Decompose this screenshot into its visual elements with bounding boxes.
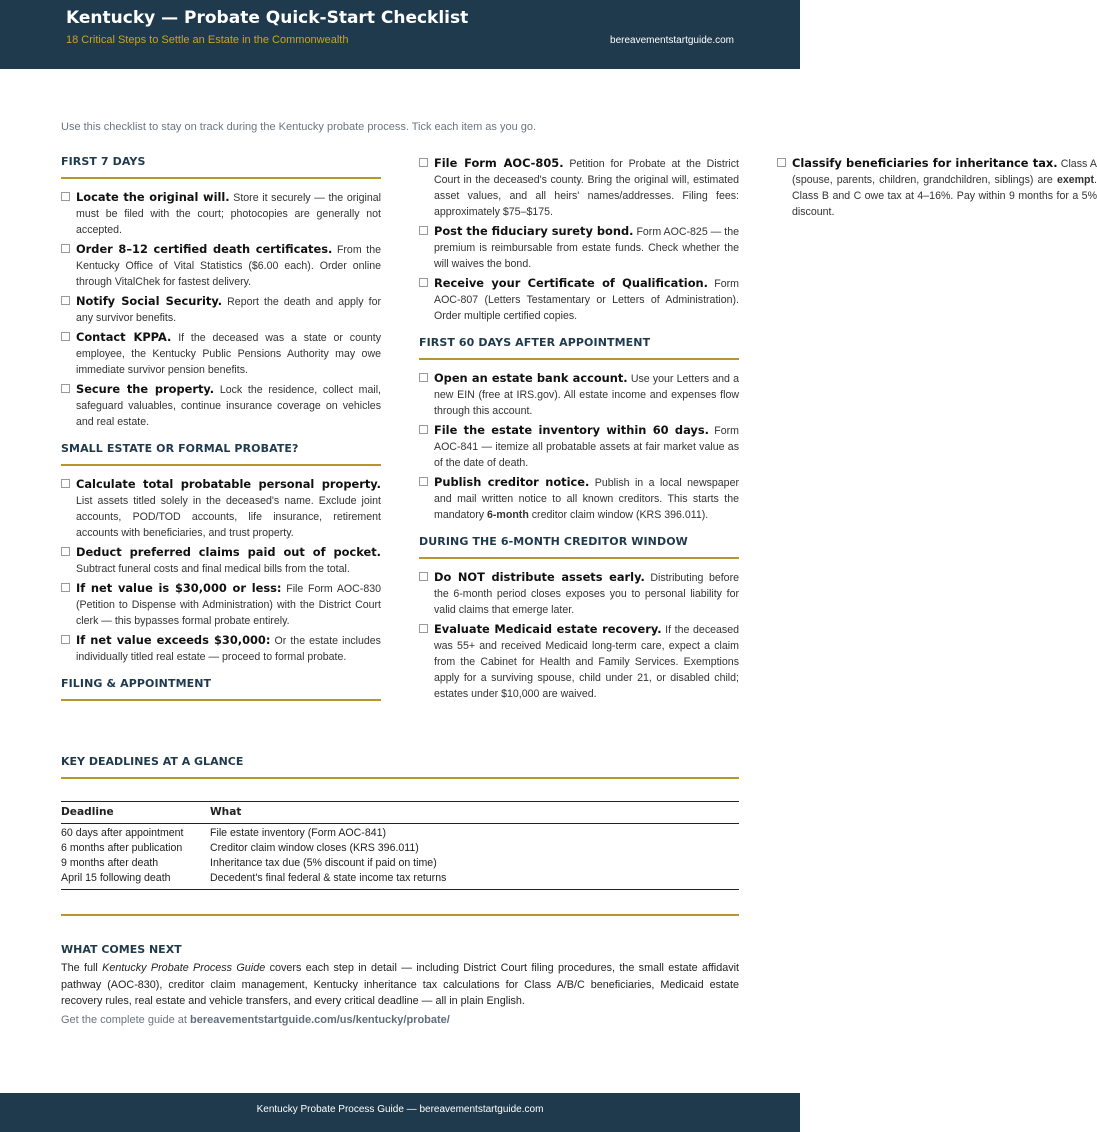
item-lead: Evaluate Medicaid estate recovery. [434,622,662,636]
item-text: Use your Letters and a new EIN (free at IRS.gov). All estate income and expenses flow through this account. [434,373,739,417]
checklist-item[interactable] [61,580,381,629]
checklist-item[interactable] [61,329,381,378]
checkbox[interactable] [419,278,428,287]
table-cell: File estate inventory (Form AOC-841) [210,827,387,839]
checklist-item[interactable] [419,422,739,471]
checkbox[interactable] [419,572,428,581]
section-heading-filing: FILING & APPOINTMENT [61,677,381,701]
item-lead: Classify beneficiaries for inheritance tax. [792,156,1058,170]
page-footer: Kentucky Probate Process Guide — bereavementstartguide.com [0,1093,800,1132]
item-lead: Do NOT distribute assets early. [434,570,645,584]
section-divider [61,914,739,916]
checklist-item[interactable] [419,569,739,618]
table-row [61,841,739,856]
guide-link-line [61,1014,739,1026]
next-body-rest: covers each step in detail — including District Court filing procedures, the small estate affidavit pathway (AOC-830), creditor claim management, Kentucky inheritance tax calculations for Class A/B/C beneficiaries, Medicaid estate recovery rules, real estate and vehicle transfers, and every critical deadline — all in plain English. [61,962,740,1007]
checkbox[interactable] [419,425,428,434]
item-emphasis: 6-month [487,509,529,521]
checkbox[interactable] [419,158,428,167]
guide-link[interactable]: bereavementstartguide.com/us/kentucky/probate/ [190,1014,450,1026]
checklist-item[interactable] [419,155,739,220]
column-header-what: What [210,802,739,824]
table-row [61,824,739,842]
page-subtitle: 18 Critical Steps to Settle an Estate in the Commonwealth [66,34,349,46]
section-heading-what-comes-next: WHAT COMES NEXT [61,943,182,956]
item-text: List assets titled solely in the deceased's name. Exclude joint accounts, POD/TOD accounts, life insurance, retirement accounts with beneficiaries, and trust property. [76,495,381,539]
checkbox[interactable] [419,373,428,382]
table-cell: April 15 following death [61,871,210,890]
section-heading-creditor-window: DURING THE 6-MONTH CREDITOR WINDOW [419,535,739,559]
item-text: Petition for Probate at the District Court in the deceased's county. Bring the original will, estimated asset values, and all heirs' names/addresses. Filing fees: approximately $75–$175. [434,158,739,218]
item-lead: Contact KPPA. [76,330,172,344]
table-cell: Decedent's final federal & state income tax returns [210,871,739,890]
checklist-item[interactable] [61,293,381,326]
guide-title: Kentucky Probate Process Guide [102,962,266,974]
header-site-link[interactable]: bereavementstartguide.com [610,35,734,46]
item-text: creditor claim window (KRS 396.011). [531,509,709,521]
checkbox[interactable] [419,624,428,633]
deadlines-table [61,801,739,890]
table-header-row [61,802,739,824]
table-row [61,856,739,871]
checklist-item[interactable] [61,476,381,541]
next-body-start: The full [61,962,98,974]
checklist-item[interactable] [61,544,381,577]
item-text: Subtract funeral costs and final medical bills from the total. [76,563,350,575]
checkbox[interactable] [419,477,428,486]
item-text: Lock the residence, collect mail, safeguard valuables, continue insurance coverage on vehicles and real estate. [76,384,381,428]
item-lead: Deduct preferred claims paid out of pocket. [76,545,381,559]
item-lead: Post the fiduciary surety bond. [434,224,634,238]
what-comes-next-text [61,960,739,1010]
item-lead: Secure the property. [76,382,215,396]
item-text: Report the death and apply for any survivor benefits. [76,296,381,324]
item-lead: Publish creditor notice. [434,475,590,489]
item-text: Or the estate includes individually titled real estate — proceed to formal probate. [76,635,381,663]
item-text: . Class B and C owe tax at 4–16%. Pay within 9 months for a 5% discount. [792,174,1097,218]
item-emphasis: exempt [1056,174,1095,186]
checkbox[interactable] [61,583,70,592]
checklist-item[interactable] [419,474,739,523]
checkbox[interactable] [61,479,70,488]
item-lead: Calculate total probatable personal property. [76,477,381,491]
item-text: File Form AOC-830 (Petition to Dispense with Administration) with the District Court clerk — this bypasses formal probate entirely. [76,583,382,627]
checkbox[interactable] [61,547,70,556]
checklist-item[interactable] [61,381,381,430]
checkbox[interactable] [61,244,70,253]
intro-text: Use this checklist to stay on track during the Kentucky probate process. Tick each item as you go. [61,121,537,133]
checkbox[interactable] [61,635,70,644]
table-cell: 9 months after death [61,857,159,869]
item-lead: Receive your Certificate of Qualification. [434,276,708,290]
checklist-item[interactable] [419,370,739,419]
checklist-item[interactable] [419,621,739,702]
page-title: Kentucky — Probate Quick-Start Checklist [66,8,469,28]
item-text: From the Kentucky Office of Vital Statistics ($6.00 each). Order online through VitalChek for fastest delivery. [76,244,381,288]
item-text: Class A (spouse, parents, children, grandchildren, siblings) are [792,158,1097,186]
table-cell: Inheritance tax due (5% discount if paid on time) [210,857,437,869]
checkbox[interactable] [61,296,70,305]
checkbox[interactable] [61,192,70,201]
item-text: If the deceased was a state or county employee, the Kentucky Public Pensions Authority may owe immediate survivor pension benefits. [76,332,381,376]
table-row [61,871,739,890]
item-lead: Notify Social Security. [76,294,223,308]
link-prefix: Get the complete guide at [61,1014,187,1026]
checkbox[interactable] [777,158,786,167]
table-cell: Creditor claim window closes (KRS 396.011) [210,842,419,854]
item-text: Form AOC-807 (Letters Testamentary or Letters of Administration). Order multiple certified copies. [434,278,739,322]
checkbox[interactable] [61,332,70,341]
item-text: If the deceased was 55+ and received Medicaid long-term care, expect a claim from the Cabinet for Health and Family Services. Exemptions apply for a surviving spouse, child under 21, or disabled child; estates under $10,000 are waived. [434,624,739,700]
column-header-deadline: Deadline [61,802,210,824]
section-heading-first-7-days: FIRST 7 DAYS [61,155,381,179]
page-header [0,0,800,69]
checklist-item[interactable] [419,275,739,324]
item-lead: If net value exceeds $30,000: [76,633,271,647]
section-heading-small-estate: SMALL ESTATE OR FORMAL PROBATE? [61,442,381,466]
checkbox[interactable] [419,226,428,235]
item-lead: Open an estate bank account. [434,371,628,385]
table-cell: 6 months after publication [61,842,183,854]
item-lead: Order 8–12 certified death certificates. [76,242,333,256]
section-heading-key-deadlines: KEY DEADLINES AT A GLANCE [61,755,739,779]
table-cell: 60 days after appointment [61,827,184,839]
checklist-item[interactable] [61,241,381,290]
checklist-item[interactable] [61,632,381,665]
checklist-item[interactable] [777,155,1097,220]
item-lead: File Form AOC-805. [434,156,564,170]
item-text: Form AOC-825 — the premium is reimbursable from estate funds. Check whether the will waives the bond. [434,226,739,270]
item-text: Store it securely — the original must be filed with the court; photocopies are generally not accepted. [76,192,381,236]
checklist-columns [61,155,1097,733]
checklist-item[interactable] [61,189,381,238]
section-heading-first-60-days: FIRST 60 DAYS AFTER APPOINTMENT [419,336,739,360]
checklist-item[interactable] [419,223,739,272]
item-text: Form AOC-841 — itemize all probatable assets at fair market value as of the date of death. [434,425,739,469]
item-lead: If net value is $30,000 or less: [76,581,282,595]
item-lead: Locate the original will. [76,190,230,204]
item-text: Distributing before the 6-month period closes exposes you to personal liability for valid claims that emerge later. [434,572,739,616]
item-text: Publish in a local newspaper and mail written notice to all known creditors. This starts the mandatory [434,477,739,521]
item-lead: File the estate inventory within 60 days. [434,423,709,437]
checkbox[interactable] [61,384,70,393]
